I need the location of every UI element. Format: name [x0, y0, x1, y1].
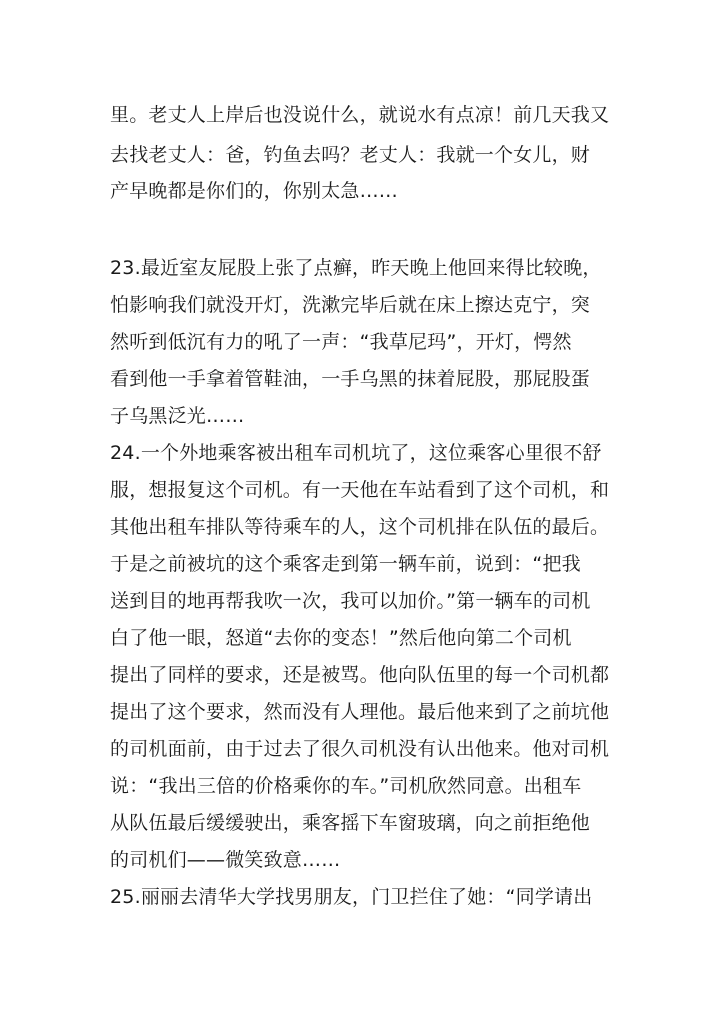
text-line: 的司机们——微笑致意……	[110, 849, 341, 871]
text-line: 产早晚都是你们的，你别太急……	[110, 180, 399, 202]
text-line: 看到他一手拿着管鞋油，一手乌黑的抹着屁股，那屁股蛋	[110, 368, 591, 390]
text-line: 白了他一眼，怒道“去你的变态！”然后他向第二个司机	[110, 627, 572, 649]
text-line: 于是之前被坑的这个乘客走到第一辆车前，说到：“把我	[110, 553, 581, 575]
text-line: 去找老丈人：爸，钓鱼去吗？老丈人：我就一个女儿，财	[110, 144, 591, 166]
text-line: 怕影响我们就没开灯，洗漱完毕后就在床上擦达克宁，突	[110, 294, 591, 316]
text-line: 24.一个外地乘客被出租车司机坑了，这位乘客心里很不舒	[110, 442, 602, 464]
text-line: 提出了同样的要求，还是被骂。他向队伍里的每一个司机都	[110, 664, 610, 686]
text-line: 25.丽丽去清华大学找男朋友，门卫拦住了她：“同学请出	[110, 886, 593, 908]
text-line: 提出了这个要求，然而没有人理他。最后他来到了之前坑他	[110, 701, 610, 723]
text-line: 从队伍最后缓缓驶出，乘客摇下车窗玻璃，向之前拒绝他	[110, 812, 591, 834]
text-line: 送到目的地再帮我吹一次，我可以加价。”第一辆车的司机	[110, 590, 591, 612]
text-line: 子乌黑泛光……	[110, 405, 245, 427]
text-line: 服，想报复这个司机。有一天他在车站看到了这个司机，和	[110, 479, 610, 501]
text-line: 说：“我出三倍的价格乘你的车。”司机欣然同意。出租车	[110, 775, 582, 797]
text-line: 其他出租车排队等待乘车的人，这个司机排在队伍的最后。	[110, 516, 610, 538]
text-line: 然听到低沉有力的吼了一声：“我草尼玛”，开灯，愕然	[110, 331, 572, 353]
text-line: 的司机面前，由于过去了很久司机没有认出他来。他对司机	[110, 738, 610, 760]
text-line: 里。老丈人上岸后也没说什么，就说水有点凉！前几天我又	[110, 104, 610, 126]
text-line: 23.最近室友屁股上张了点癣，昨天晚上他回来得比较晚，	[110, 257, 602, 279]
